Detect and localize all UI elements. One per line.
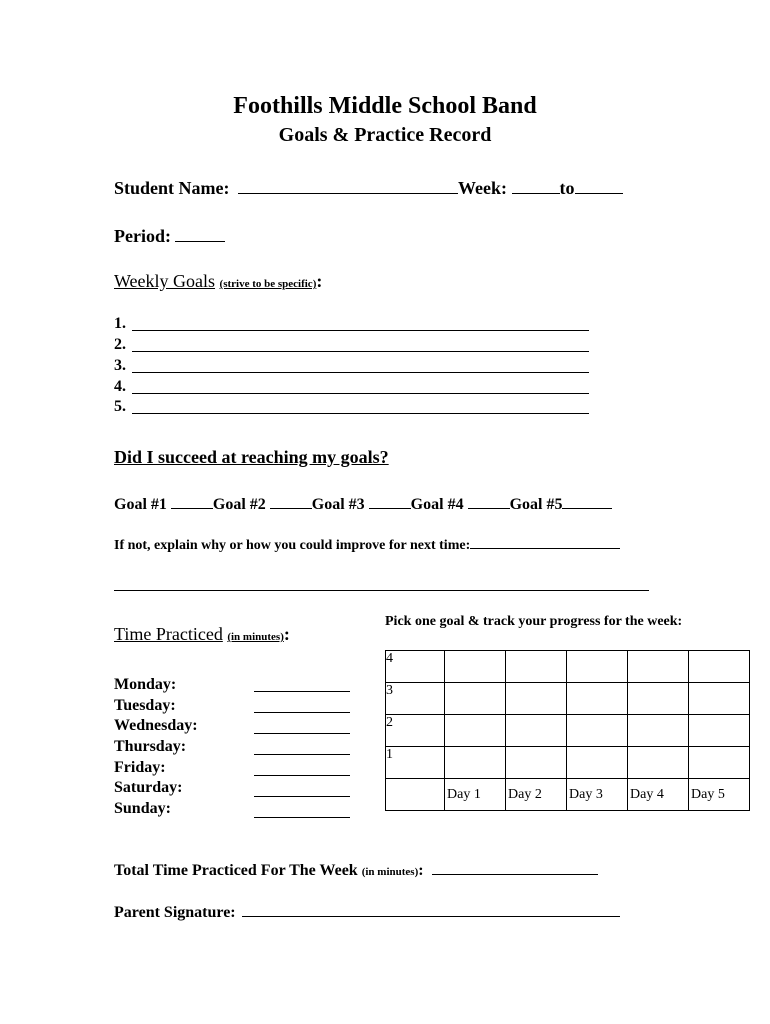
goal-number-4: 4. [114,378,126,395]
grid-level-1: 1 [386,747,445,779]
goal-check-label-4: Goal #4 [410,496,464,513]
day-label-saturday: Saturday: [114,779,183,796]
week-end-field[interactable] [575,192,623,194]
day-label-tuesday: Tuesday: [114,697,176,714]
minutes-field-sunday[interactable] [254,817,350,818]
grid-cell[interactable] [506,715,567,747]
grid-cell[interactable] [445,651,506,683]
time-practiced-note: (in minutes) [227,631,284,643]
minutes-field-monday[interactable] [254,691,350,692]
student-name-row [114,178,623,199]
goal-check-label-5: Goal #5 [509,496,563,513]
goal-number-3: 3. [114,357,126,374]
grid-cell[interactable] [445,747,506,779]
success-heading: Did I succeed at reaching my goals? [114,447,389,467]
progress-heading: Pick one goal & track your progress for the week: [385,614,683,629]
grid-level-2: 2 [386,715,445,747]
student-name-field[interactable] [238,192,458,194]
period-field[interactable] [175,240,225,242]
grid-cell[interactable] [689,651,750,683]
goal-line-5[interactable] [132,413,589,414]
grid-row-1 [386,747,750,779]
grid-cell[interactable] [689,747,750,779]
goal-line-4[interactable] [132,393,589,394]
week-label: Week: [458,178,507,198]
grid-cell[interactable] [567,683,628,715]
week-start-field[interactable] [512,192,560,194]
grid-cell[interactable] [628,747,689,779]
grid-cell[interactable] [506,747,567,779]
grid-corner [386,779,445,811]
grid-day-label: Day 5 [689,779,750,811]
minutes-field-wednesday[interactable] [254,733,350,734]
grid-day-label: Day 1 [445,779,506,811]
goal-number-1: 1. [114,315,126,332]
minutes-field-tuesday[interactable] [254,712,350,713]
day-label-friday: Friday: [114,759,166,776]
day-label-sunday: Sunday: [114,800,171,817]
grid-cell[interactable] [445,715,506,747]
total-time-note: (in minutes) [361,866,419,878]
grid-days-row [386,779,750,811]
goal-check-field-1[interactable] [171,507,213,509]
goal-line-3[interactable] [132,372,589,373]
explain-row [114,538,620,554]
weekly-goals-note: (strive to be specific) [219,278,317,290]
student-name-label: Student Name: [114,178,230,198]
minutes-field-friday[interactable] [254,775,350,776]
day-label-thursday: Thursday: [114,738,187,755]
grid-cell[interactable] [689,715,750,747]
parent-signature-field[interactable] [242,915,620,917]
grid-cell[interactable] [567,747,628,779]
total-time-field[interactable] [432,873,598,875]
minutes-field-thursday[interactable] [254,754,350,755]
time-practiced-heading [114,624,290,645]
period-row [114,226,225,247]
total-time-colon: : [418,862,424,879]
goal-line-2[interactable] [132,351,589,352]
grid-level-3: 3 [386,683,445,715]
goal-check-label-1: Goal #1 [114,496,167,513]
period-label: Period: [114,226,171,246]
parent-signature-row [114,904,620,922]
grid-row-3 [386,683,750,715]
explain-label: If not, explain why or how you could improve for next time: [114,538,471,553]
progress-grid [385,650,750,811]
grid-cell[interactable] [689,683,750,715]
total-time-row [114,862,598,880]
time-practiced-colon: : [283,624,290,644]
grid-cell[interactable] [567,651,628,683]
parent-signature-label: Parent Signature: [114,904,236,921]
goal-check-field-2[interactable] [270,507,312,509]
weekly-goals-colon: : [316,271,323,291]
explain-field[interactable] [470,547,620,549]
grid-row-2 [386,715,750,747]
grid-cell[interactable] [567,715,628,747]
grid-row-4 [386,651,750,683]
grid-day-label: Day 2 [506,779,567,811]
goal-check-field-5[interactable] [562,507,612,509]
time-practiced-title: Time Practiced [114,624,223,644]
day-label-monday: Monday: [114,676,177,693]
explain-line-2[interactable] [114,590,649,591]
goal-check-label-3: Goal #3 [311,496,365,513]
grid-cell[interactable] [445,683,506,715]
minutes-field-saturday[interactable] [254,796,350,797]
goal-check-label-2: Goal #2 [212,496,266,513]
grid-day-label: Day 4 [628,779,689,811]
page-title: Foothills Middle School Band [233,93,537,119]
total-time-label: Total Time Practiced For The Week [114,862,358,879]
weekly-goals-heading [114,271,322,292]
grid-cell[interactable] [506,651,567,683]
goal-check-field-3[interactable] [369,507,411,509]
day-label-wednesday: Wednesday: [114,717,198,734]
goal-number-2: 2. [114,336,126,353]
weekly-goals-title: Weekly Goals [114,271,216,291]
grid-cell[interactable] [506,683,567,715]
grid-cell[interactable] [628,715,689,747]
week-to-label: to [559,178,575,198]
goal-number-5: 5. [114,398,126,415]
page-subtitle: Goals & Practice Record [278,124,492,146]
goal-check-row [114,496,612,514]
goal-line-1[interactable] [132,330,589,331]
grid-cell[interactable] [628,651,689,683]
goal-check-field-4[interactable] [468,507,510,509]
grid-day-label: Day 3 [567,779,628,811]
grid-level-4: 4 [386,651,445,683]
grid-cell[interactable] [628,683,689,715]
